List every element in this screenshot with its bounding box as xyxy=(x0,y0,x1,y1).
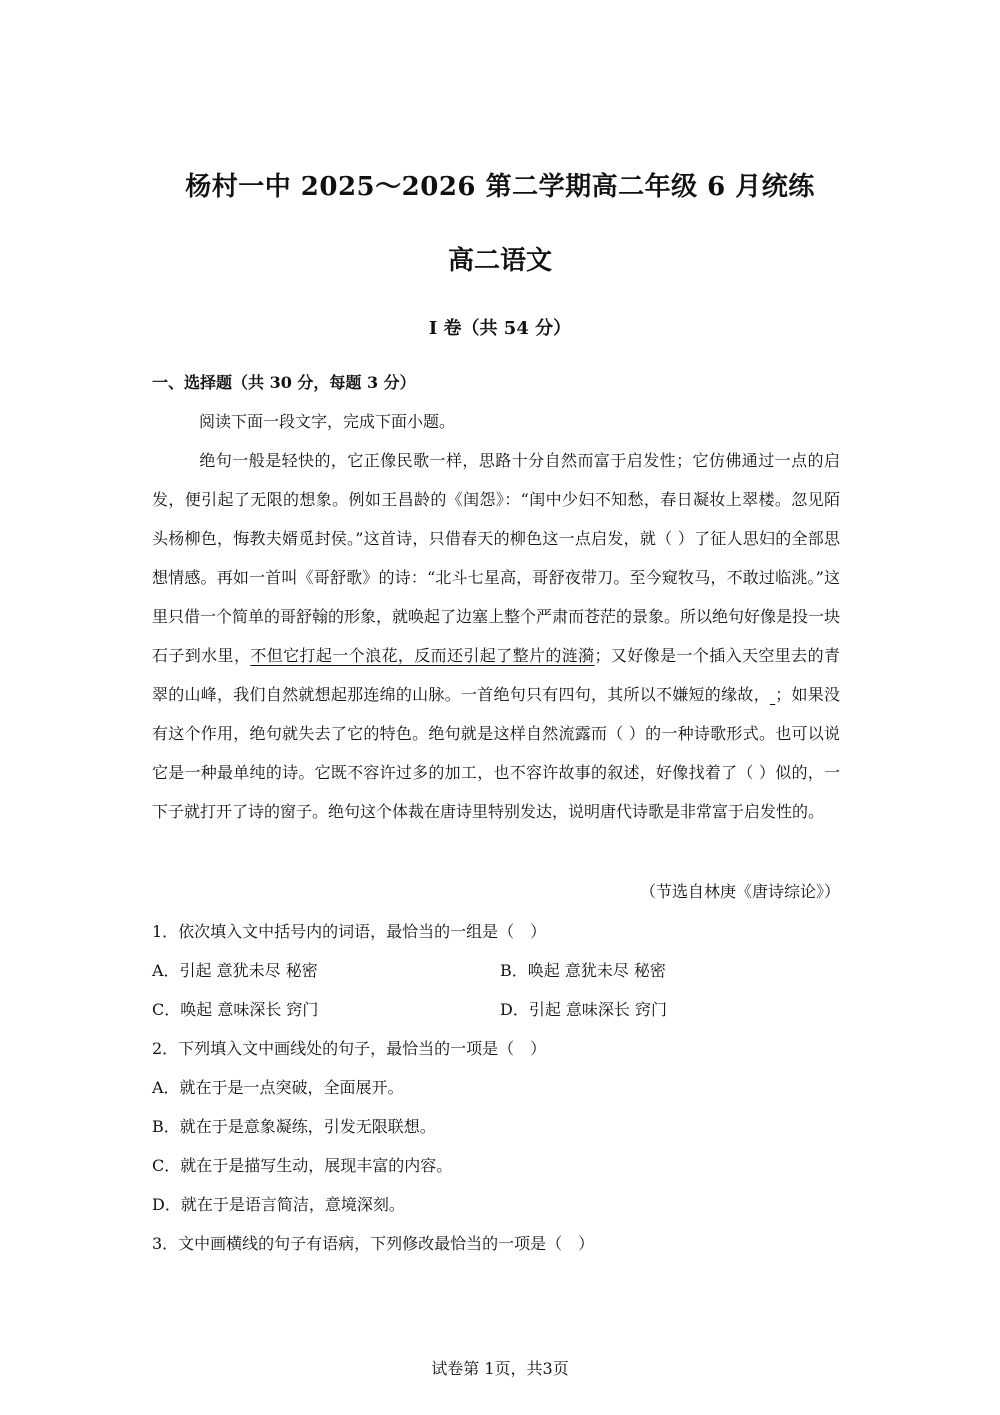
question-1-stem: 1．依次填入文中括号内的词语，最恰当的一组是（ ） xyxy=(152,922,547,941)
subject-title: 高二语文 xyxy=(447,246,552,276)
question-1-option-d: D．引起 意味深长 窍门 xyxy=(500,1000,668,1019)
reading-passage xyxy=(152,441,840,831)
passage-text-1: 绝句一般是轻快的，它正像民歌一样，思路十分自然而富于启发性；它仿佛通过一点的启发，便引起了无限的想象。例如王昌龄的《闺怨》：“闺中少妇不知愁，春日凝妆上翠楼。忽见陌头杨柳色，悔教夫婿觅封侯。”这首诗，只借春天的柳色这一点启发，就（ ）了征人思妇的全部思想情感。再如一首叫《哥舒歌》的诗：“北斗七星高，哥舒夜带刀。至今窥牧马，不敢过临洮。”这里只借一个简单的哥舒翰的形象，就唤起了边塞上整个严肃而苍茫的景象。所以绝句好像是投一块石子到水里， xyxy=(152,451,841,665)
exam-title: 杨村一中 2025～2026 第二学期高二年级 6 月统练 xyxy=(185,172,815,202)
question-2-stem: 2．下列填入文中画线处的句子，最恰当的一项是（ ） xyxy=(152,1039,547,1058)
question-2-option-b: B．就在于是意象凝练，引发无限联想。 xyxy=(152,1117,436,1136)
reading-instruction: 阅读下面一段文字，完成下面小题。 xyxy=(199,412,456,431)
question-1-option-b: B．唤起 意犹未尽 秘密 xyxy=(500,961,666,980)
question-1-option-c: C．唤起 意味深长 窍门 xyxy=(152,1000,319,1019)
question-2-option-c: C．就在于是描写生动，展现丰富的内容。 xyxy=(152,1156,453,1175)
part-heading: I 卷（共 54 分） xyxy=(428,318,572,339)
underlined-sentence: 不但它打起一个浪花，反而还引起了整片的涟漪 xyxy=(250,646,595,665)
passage-text-2: ；又好像是一个插入天空里去的青翠的山峰，我们自然就想起那连绵的山脉。一首绝句只有四句，其所以不嫌短的缘故， xyxy=(152,646,840,704)
passage-text-3: ；如果没有这个作用，绝句就失去了它的特色。绝句就是这样自然流露而（ ）的一种诗歌形式。也可以说它是一种最单纯的诗。它既不容许过多的加工，也不容许故事的叙述，好像找着了（ ）似的，一下子就打开了诗的窗子。绝句这个体裁在唐诗里特别发达，说明唐代诗歌是非常富于启发性的。 xyxy=(152,685,840,821)
question-2-option-d: D．就在于是语言简洁，意境深刻。 xyxy=(152,1195,405,1214)
passage-source: （节选自林庚《唐诗综论》） xyxy=(639,882,840,901)
question-3-stem: 3．文中画横线的句子有语病，下列修改最恰当的一项是（ ） xyxy=(152,1234,595,1253)
question-2-option-a: A．就在于是一点突破，全面展开。 xyxy=(152,1078,404,1097)
section-heading: 一、选择题（共 30 分，每题 3 分） xyxy=(152,373,416,392)
page-footer: 试卷第 1页，共3页 xyxy=(431,1359,569,1378)
question-1-option-a: A．引起 意犹未尽 秘密 xyxy=(152,961,318,980)
